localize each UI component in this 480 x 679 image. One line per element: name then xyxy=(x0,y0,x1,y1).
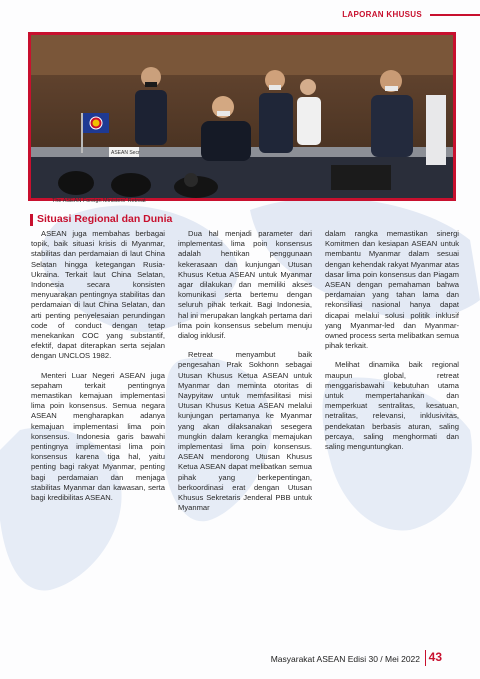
section-title: Situasi Regional dan Dunia xyxy=(37,213,173,225)
placard-text: ASEAN Secr xyxy=(111,150,140,156)
paragraph: Retreat menyambut baik pengesahan Prak Sokhonn sebagai Utusan Khusus Ketua ASEAN untuk Myanmar dan meminta otoritas di Naypyitaw untuk memfasilitasi misi Utusan Khusus Ketua ASEAN melalui kunjungan pertamanya ke Myanmar yang akan dilaksanakan sesegera mungkin dalam kerangka memajukan implementasi lima poin konsensus. ASEAN mendorong Utusan Khusus Ketua ASEAN dapat melibatkan semua pihak yang berkepentingan, berkoordinasi erat dengan Utusan Khusus Sekretaris Jenderal PBB untuk Myanmar xyxy=(178,350,312,513)
photo-caption: The ASEAN Foreign Ministers' Retreat xyxy=(52,198,146,204)
section-title-bar xyxy=(30,214,33,226)
section-header-label: LAPORAN KHUSUS xyxy=(342,10,422,19)
paragraph: Menteri Luar Negeri ASEAN juga sepaham terkait pentingnya memastikan kemajuan implementasi lima poin konsensus. Semua negara ASEAN mengharapkan adanya kemajuan implementasi lima poin konsensus. Indonesia garis bawahi pentingnya implementasi lima poin konsensus karena tiga hal, yaitu penting bagi rakyat Myanmar, penting bagi perdamaian dan menjaga stabilitas Myanmar dan kawasan, serta bagi kredibilitas ASEAN. xyxy=(31,370,165,503)
text-column-2 xyxy=(178,229,312,522)
paragraph: Melihat dinamika baik regional maupun global, retreat menggarisbawahi kebutuhan utama untuk mempertahankan dan memperkuat sentralitas, kesatuan, netralitas, relevansi, inklusivitas, pendekatan berbasis aturan, saling percaya, saling menghormati dan saling menguntungkan. xyxy=(325,360,459,452)
text-column-3 xyxy=(325,229,459,461)
meeting-photo-illustration xyxy=(31,35,453,198)
footer-divider xyxy=(425,650,426,666)
paragraph: dalam rangka memastikan sinergi Komitmen dan kesiapan ASEAN untuk membantu Myanmar dalam sesuai dengan kehendak rakyat Myanmar atas dasar lima poin konsensus dan Piagam ASEAN dengan pemahaman bahwa perdamaian yang tahan lama dan rekonsiliasi nasional hanya dapat dicapai melalui solusi politik inklusif yang Myanmar-led dan Myanmar-owned process serta melibatkan semua pihak terkait. xyxy=(325,229,459,351)
text-column-1 xyxy=(31,229,165,512)
page-number: 43 xyxy=(428,650,442,664)
meeting-photo xyxy=(28,32,456,201)
paragraph: Dua hal menjadi parameter dari implementasi lima poin konsensus adalah hentikan penggunaan kekerasaan dan kunjungan Utusan Khusus Ketua ASEAN untuk Myanmar agar dilakukan dan memiliki akses komunikasi serta bertemu dengan seluruh pihak terkait. Bagi Indonesia, hal ini merupakan langkah pertama dari lima poin konsensus sebelum menuju dialog inklusif. xyxy=(178,229,312,341)
publication-footer: Masyarakat ASEAN Edisi 30 / Mei 2022 xyxy=(270,654,420,664)
header-rule xyxy=(430,14,480,16)
paragraph: ASEAN juga membahas berbagai topik, baik situasi krisis di Myanmar, stabilitas dan perdamaian di laut China Selatan hingga ketegangan Rusia-Ukraina. Terkait laut China Selatan, Indonesia secara konsisten menyuarakan pentingnya stabilitas dan perdamaian di laut China Selatan, dan arti penting penyelesaian perundingan code of conduct dengan tetap menekankan COC yang substantif, efektif, dapat diterapkan serta sejalan dengan UNCLOS 1982. xyxy=(31,229,165,361)
